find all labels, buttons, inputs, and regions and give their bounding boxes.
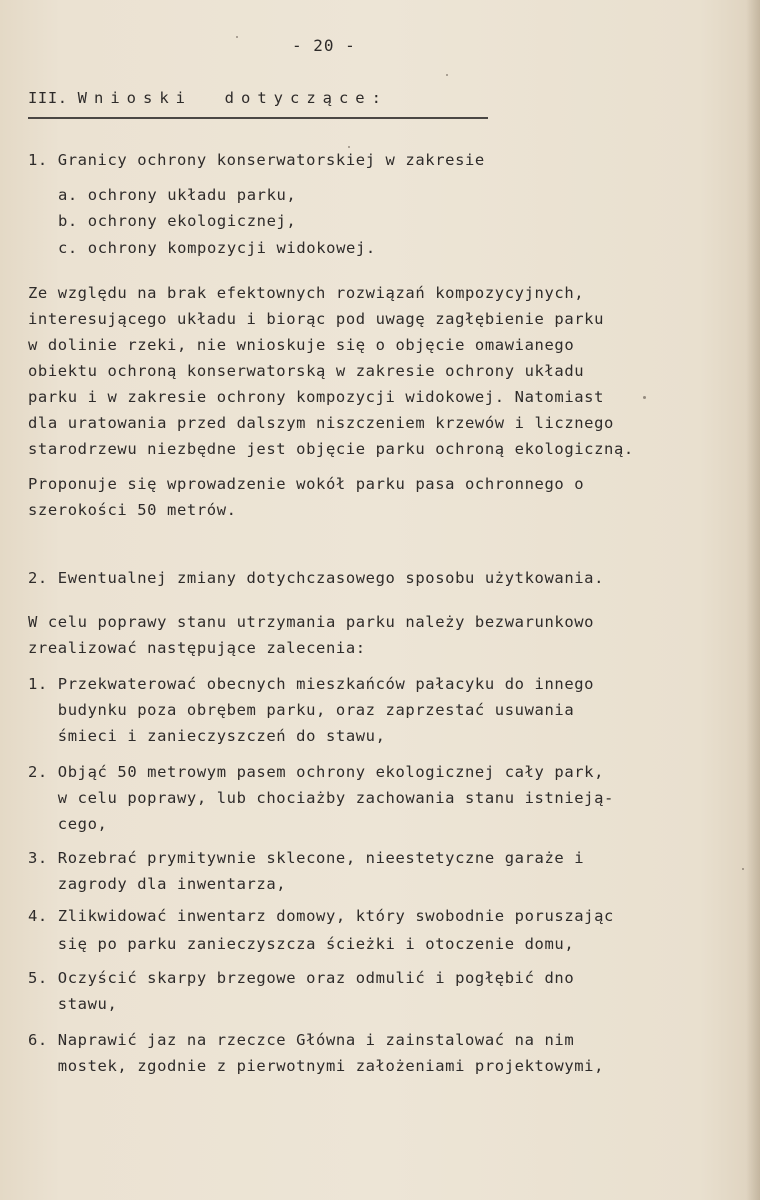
recommendation-line: 4. Zlikwidować inwentarz domowy, który swobodnie poruszając <box>28 907 614 925</box>
paragraph-line: szerokości 50 metrów. <box>28 501 237 519</box>
recommendation-line: cego, <box>28 815 108 833</box>
recommendation-line: mostek, zgodnie z pierwotnymi założeniami projektowymi, <box>28 1057 605 1075</box>
paragraph-line: interesującego układu i biorąc pod uwagę zagłębienie parku <box>28 310 605 328</box>
heading-numeral: III. <box>28 89 68 107</box>
list-item: b. ochrony ekologicznej, <box>58 212 297 230</box>
paragraph-line: zrealizować następujące zalecenia: <box>28 639 366 657</box>
heading-title: Wnioski dotyczące: <box>77 89 388 107</box>
paper-speck <box>236 36 238 38</box>
recommendation-line: śmieci i zanieczyszczeń do stawu, <box>28 727 386 745</box>
heading-underline <box>28 117 488 119</box>
recommendation-line: budynku poza obrębem parku, oraz zaprzestać usuwania <box>28 701 575 719</box>
paragraph-line: obiektu ochroną konserwatorską w zakresie ochrony układu <box>28 362 585 380</box>
list-item: c. ochrony kompozycji widokowej. <box>58 239 376 257</box>
recommendation-line: 6. Naprawić jaz na rzeczce Główna i zainstalować na nim <box>28 1031 575 1049</box>
recommendation-line: się po parku zanieczyszcza ścieżki i otoczenie domu, <box>28 935 575 953</box>
paper-speck <box>348 146 350 148</box>
paragraph-line: dla uratowania przed dalszym niszczeniem krzewów i licznego <box>28 414 614 432</box>
recommendation-line: zagrody dla inwentarza, <box>28 875 287 893</box>
section-2-title: 2. Ewentualnej zmiany dotychczasowego sposobu użytkowania. <box>28 569 605 587</box>
paragraph-line: w dolinie rzeki, nie wnioskuje się o objęcie omawianego <box>28 336 575 354</box>
paragraph-line: parku i w zakresie ochrony kompozycji widokowej. Natomiast <box>28 388 605 406</box>
recommendation-line: w celu poprawy, lub chociażby zachowania stanu istnieją- <box>28 789 614 807</box>
section-heading <box>28 88 388 108</box>
paper-speck <box>742 868 744 870</box>
paper-speck <box>446 74 448 76</box>
recommendation-line: 1. Przekwaterować obecnych mieszkańców pałacyku do innego <box>28 675 595 693</box>
section-1-title: 1. Granicy ochrony konserwatorskiej w zakresie <box>28 151 485 169</box>
paragraph-line: Proponuje się wprowadzenie wokół parku pasa ochronnego o <box>28 475 585 493</box>
list-item: a. ochrony układu parku, <box>58 186 297 204</box>
recommendation-line: 2. Objąć 50 metrowym pasem ochrony ekologicznej cały park, <box>28 763 605 781</box>
page-number: - 20 - <box>292 36 356 55</box>
recommendation-line: 5. Oczyścić skarpy brzegowe oraz odmulić i pogłębić dno <box>28 969 575 987</box>
paragraph-line: W celu poprawy stanu utrzymania parku należy bezwarunkowo <box>28 613 595 631</box>
paragraph-line: starodrzewu niezbędne jest objęcie parku ochroną ekologiczną. <box>28 440 634 458</box>
recommendation-line: stawu, <box>28 995 118 1013</box>
paragraph-line: Ze względu na brak efektownych rozwiązań kompozycyjnych, <box>28 284 585 302</box>
page-edge-shadow <box>746 0 760 1200</box>
paper-speck <box>643 396 646 399</box>
recommendation-line: 3. Rozebrać prymitywnie sklecone, nieestetyczne garaże i <box>28 849 585 867</box>
